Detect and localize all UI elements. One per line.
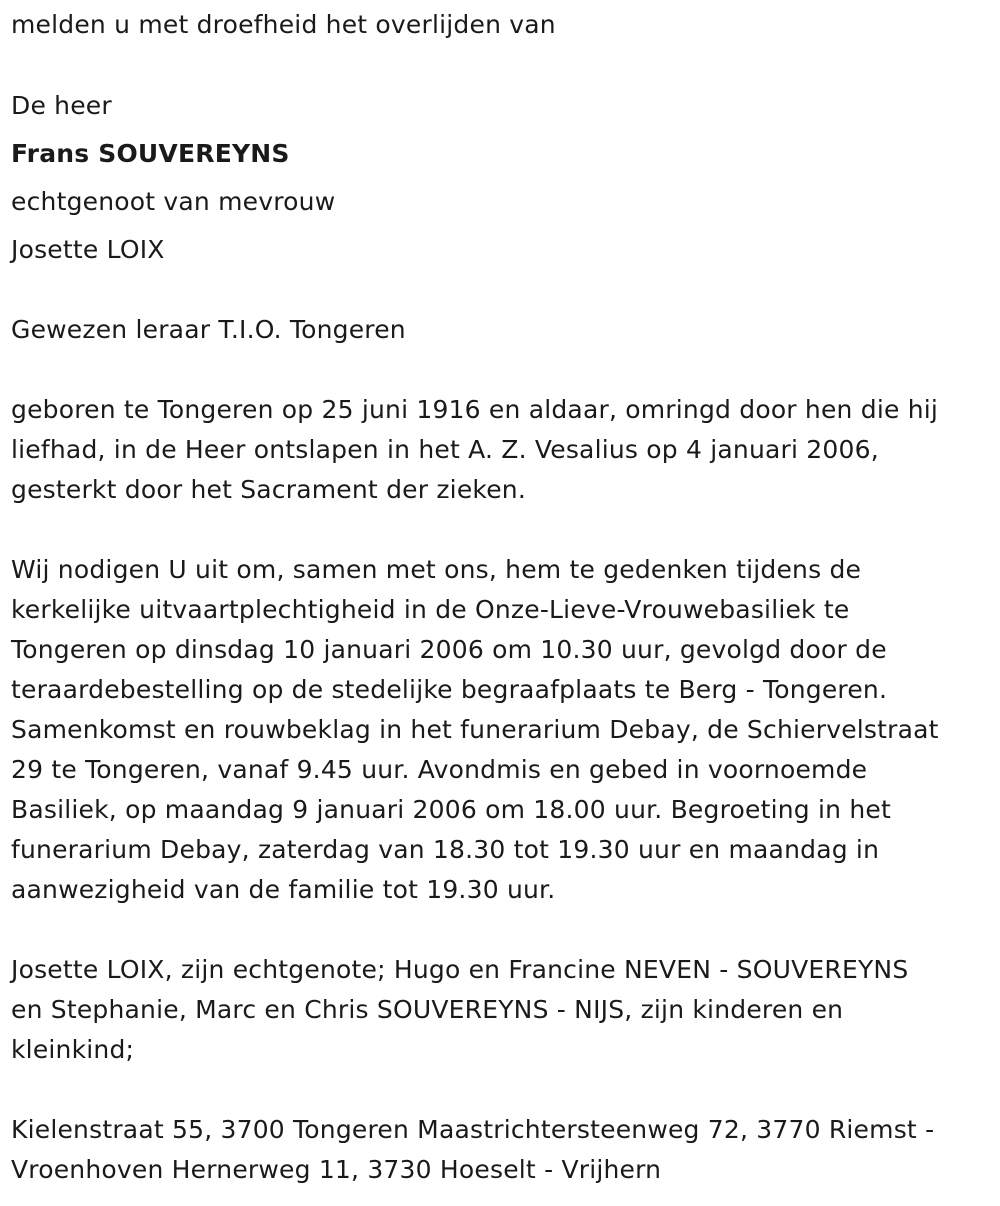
paragraph-line: kleinkind; [11, 1035, 135, 1064]
paragraph-line: funerarium Debay, zaterdag van 18.30 tot 19.30 uur en maandag in [11, 835, 880, 864]
paragraph-line: Basiliek, op maandag 9 januari 2006 om 18.00 uur. Begroeting in het [11, 795, 891, 824]
title-text: De heer [11, 91, 112, 120]
paragraph-line: aanwezigheid van de familie tot 19.30 uur. [11, 875, 556, 904]
paragraph-line: Kielenstraat 55, 3700 Tongeren Maastrichtersteenweg 72, 3770 Riemst - [11, 1115, 935, 1144]
occupation-text: Gewezen leraar T.I.O. Tongeren [11, 315, 406, 344]
paragraph-line: teraardebestelling op de stedelijke begraafplaats te Berg - Tongeren. [11, 675, 888, 704]
paragraph-line: 29 te Tongeren, vanaf 9.45 uur. Avondmis en gebed in voornoemde [11, 755, 868, 784]
addresses-paragraph [11, 1110, 996, 1190]
paragraph-line: Josette LOIX, zijn echtgenote; Hugo en Francine NEVEN - SOUVEREYNS [11, 955, 909, 984]
paragraph-line: gesterkt door het Sacrament der zieken. [11, 475, 526, 504]
spouse-label: echtgenoot van mevrouw [11, 187, 336, 216]
paragraph-line: Wij nodigen U uit om, samen met ons, hem te gedenken tijdens de [11, 555, 862, 584]
funeral-paragraph [11, 550, 996, 910]
paragraph-line: Vroenhoven Hernerweg 11, 3730 Hoeselt - Vrijhern [11, 1155, 662, 1184]
intro-text: melden u met droefheid het overlijden van [11, 10, 556, 39]
birth-death-paragraph [11, 390, 996, 510]
paragraph-line: Samenkomst en rouwbeklag in het funerarium Debay, de Schiervelstraat [11, 715, 939, 744]
family-paragraph [11, 950, 996, 1070]
spouse-name: Josette LOIX [11, 235, 165, 264]
paragraph-line: geboren te Tongeren op 25 juni 1916 en aldaar, omringd door hen die hij [11, 395, 939, 424]
paragraph-line: Tongeren op dinsdag 10 januari 2006 om 10.30 uur, gevolgd door de [11, 635, 887, 664]
deceased-name: Frans SOUVEREYNS [11, 139, 290, 168]
paragraph-line: kerkelijke uitvaartplechtigheid in de Onze-Lieve-Vrouwebasiliek te [11, 595, 850, 624]
paragraph-line: en Stephanie, Marc en Chris SOUVEREYNS - NIJS, zijn kinderen en [11, 995, 844, 1024]
paragraph-line: liefhad, in de Heer ontslapen in het A. Z. Vesalius op 4 januari 2006, [11, 435, 879, 464]
